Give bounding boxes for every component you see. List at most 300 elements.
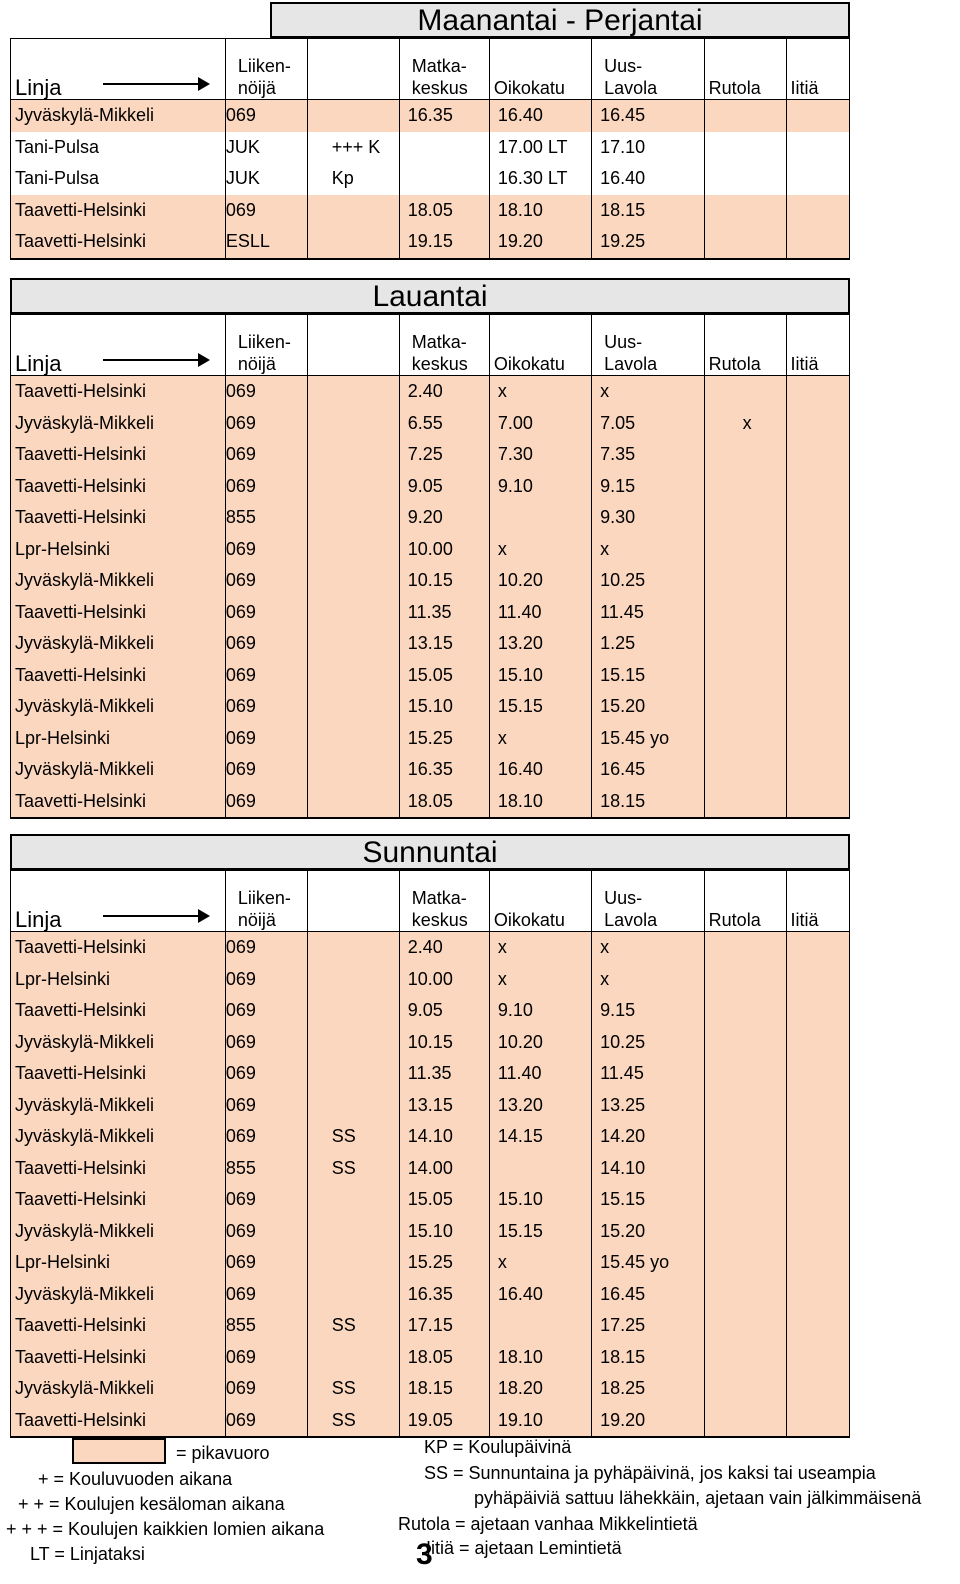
cell-note bbox=[307, 597, 399, 629]
timetable bbox=[10, 870, 850, 1438]
header-label: Iitiä bbox=[790, 78, 819, 98]
section-title: Maanantai - Perjantai bbox=[270, 2, 850, 38]
cell-oiko: 11.40 bbox=[489, 1058, 591, 1090]
cell-op: 069 bbox=[225, 1058, 307, 1090]
table-row bbox=[11, 597, 850, 629]
cell-linja: Taavetti-Helsinki bbox=[11, 1405, 226, 1438]
header-cell bbox=[225, 315, 307, 376]
cell-rutola bbox=[704, 1373, 786, 1405]
arrow-icon bbox=[103, 359, 208, 361]
cell-iitia bbox=[786, 376, 849, 408]
cell-oiko bbox=[489, 1153, 591, 1185]
header-label: Lavola bbox=[604, 910, 658, 930]
cell-linja: Taavetti-Helsinki bbox=[11, 995, 226, 1027]
header-label: Oikokatu bbox=[493, 78, 565, 98]
cell-rutola bbox=[704, 1310, 786, 1342]
cell-matka bbox=[399, 132, 489, 164]
table-row bbox=[11, 1342, 850, 1374]
cell-op: 069 bbox=[225, 1027, 307, 1059]
cell-linja: Jyväskylä-Mikkeli bbox=[11, 754, 226, 786]
cell-oiko: 16.40 bbox=[489, 100, 591, 132]
cell-op: 069 bbox=[225, 1216, 307, 1248]
cell-matka: 18.05 bbox=[399, 786, 489, 819]
table-row bbox=[11, 439, 850, 471]
cell-iitia bbox=[786, 439, 849, 471]
cell-linja: Taavetti-Helsinki bbox=[11, 226, 226, 259]
cell-iitia bbox=[786, 1373, 849, 1405]
cell-op: 069 bbox=[225, 1405, 307, 1438]
cell-rutola bbox=[704, 376, 786, 408]
cell-note bbox=[307, 1279, 399, 1311]
cell-linja: Taavetti-Helsinki bbox=[11, 786, 226, 819]
header-cell bbox=[307, 39, 399, 100]
cell-linja: Taavetti-Helsinki bbox=[11, 439, 226, 471]
cell-op: 069 bbox=[225, 1121, 307, 1153]
table-row bbox=[11, 226, 850, 259]
cell-note bbox=[307, 932, 399, 964]
header-cell bbox=[399, 871, 489, 932]
cell-iitia bbox=[786, 597, 849, 629]
cell-iitia bbox=[786, 565, 849, 597]
header-row bbox=[11, 315, 850, 376]
header-cell bbox=[307, 871, 399, 932]
legend-kp: KP = Koulupäivinä bbox=[424, 1437, 572, 1457]
cell-uus: 15.20 bbox=[592, 691, 705, 723]
cell-oiko: 15.10 bbox=[489, 1184, 591, 1216]
cell-oiko bbox=[489, 1310, 591, 1342]
cell-op: 069 bbox=[225, 1279, 307, 1311]
cell-oiko: 10.20 bbox=[489, 565, 591, 597]
header-label: Linja bbox=[15, 907, 62, 932]
cell-op: JUK bbox=[225, 163, 307, 195]
cell-rutola bbox=[704, 565, 786, 597]
cell-oiko: 19.20 bbox=[489, 226, 591, 259]
cell-op: 069 bbox=[225, 597, 307, 629]
cell-matka: 15.25 bbox=[399, 1247, 489, 1279]
cell-rutola bbox=[704, 1184, 786, 1216]
cell-iitia bbox=[786, 1216, 849, 1248]
cell-uus: 18.15 bbox=[592, 195, 705, 227]
cell-op: 069 bbox=[225, 1247, 307, 1279]
cell-op: 069 bbox=[225, 534, 307, 566]
cell-matka: 11.35 bbox=[399, 597, 489, 629]
header-label: Matka- bbox=[411, 332, 467, 352]
header-row bbox=[11, 871, 850, 932]
cell-note bbox=[307, 471, 399, 503]
cell-rutola bbox=[704, 471, 786, 503]
cell-oiko: 13.20 bbox=[489, 1090, 591, 1122]
legend-plus1: + = Kouluvuoden aikana bbox=[38, 1469, 233, 1489]
cell-uus: x bbox=[592, 534, 705, 566]
cell-op: 069 bbox=[225, 995, 307, 1027]
cell-linja: Jyväskylä-Mikkeli bbox=[11, 100, 226, 132]
cell-iitia bbox=[786, 1153, 849, 1185]
header-label: Uus- bbox=[604, 888, 643, 908]
cell-uus: x bbox=[592, 376, 705, 408]
header-label: Rutola bbox=[708, 354, 761, 374]
cell-linja: Jyväskylä-Mikkeli bbox=[11, 1090, 226, 1122]
header-cell bbox=[704, 871, 786, 932]
cell-matka: 16.35 bbox=[399, 754, 489, 786]
cell-uus: 10.25 bbox=[592, 1027, 705, 1059]
cell-rutola bbox=[704, 439, 786, 471]
cell-rutola bbox=[704, 660, 786, 692]
table-row bbox=[11, 932, 850, 964]
cell-iitia bbox=[786, 1184, 849, 1216]
cell-oiko: 18.10 bbox=[489, 1342, 591, 1374]
header-cell bbox=[786, 39, 849, 100]
header-label: Liiken- bbox=[237, 56, 291, 76]
cell-matka bbox=[399, 163, 489, 195]
cell-matka: 9.20 bbox=[399, 502, 489, 534]
cell-oiko: x bbox=[489, 932, 591, 964]
cell-op: 069 bbox=[225, 100, 307, 132]
cell-op: 069 bbox=[225, 1342, 307, 1374]
cell-linja: Jyväskylä-Mikkeli bbox=[11, 408, 226, 440]
arrow-icon bbox=[103, 915, 208, 917]
cell-uus: 18.15 bbox=[592, 1342, 705, 1374]
cell-linja: Taavetti-Helsinki bbox=[11, 1342, 226, 1374]
cell-oiko: 18.10 bbox=[489, 786, 591, 819]
header-label: Liiken- bbox=[237, 332, 291, 352]
cell-oiko bbox=[489, 502, 591, 534]
timetable bbox=[10, 314, 850, 819]
cell-rutola bbox=[704, 964, 786, 996]
table-row bbox=[11, 691, 850, 723]
table-row bbox=[11, 1279, 850, 1311]
cell-uus: 11.45 bbox=[592, 597, 705, 629]
cell-note bbox=[307, 195, 399, 227]
cell-linja: Taavetti-Helsinki bbox=[11, 1058, 226, 1090]
cell-note bbox=[307, 754, 399, 786]
cell-linja: Lpr-Helsinki bbox=[11, 964, 226, 996]
cell-note bbox=[307, 100, 399, 132]
cell-matka: 15.25 bbox=[399, 723, 489, 755]
cell-iitia bbox=[786, 660, 849, 692]
cell-linja: Tani-Pulsa bbox=[11, 132, 226, 164]
cell-iitia bbox=[786, 964, 849, 996]
cell-note bbox=[307, 1090, 399, 1122]
cell-uus: 1.25 bbox=[592, 628, 705, 660]
cell-rutola bbox=[704, 597, 786, 629]
cell-matka: 19.15 bbox=[399, 226, 489, 259]
table-row bbox=[11, 1058, 850, 1090]
cell-matka: 10.15 bbox=[399, 565, 489, 597]
header-cell bbox=[786, 871, 849, 932]
cell-note: Kp bbox=[307, 163, 399, 195]
cell-matka: 2.40 bbox=[399, 932, 489, 964]
cell-oiko: 13.20 bbox=[489, 628, 591, 660]
header-cell bbox=[704, 39, 786, 100]
cell-rutola bbox=[704, 754, 786, 786]
cell-rutola bbox=[704, 628, 786, 660]
header-cell bbox=[399, 39, 489, 100]
legend-plus2: + + = Koulujen kesäloman aikana bbox=[18, 1494, 285, 1514]
cell-linja: Taavetti-Helsinki bbox=[11, 660, 226, 692]
cell-note bbox=[307, 1216, 399, 1248]
cell-oiko: 16.30 LT bbox=[489, 163, 591, 195]
table-row bbox=[11, 565, 850, 597]
header-label: Liiken- bbox=[237, 888, 291, 908]
cell-linja: Taavetti-Helsinki bbox=[11, 1153, 226, 1185]
arrow-icon bbox=[103, 83, 208, 85]
cell-note bbox=[307, 376, 399, 408]
cell-uus: 16.45 bbox=[592, 1279, 705, 1311]
cell-rutola bbox=[704, 723, 786, 755]
cell-oiko: 18.10 bbox=[489, 195, 591, 227]
cell-iitia bbox=[786, 1310, 849, 1342]
header-label: Iitiä bbox=[790, 910, 819, 930]
section-3 bbox=[10, 834, 850, 1438]
cell-uus: 14.20 bbox=[592, 1121, 705, 1153]
cell-matka: 10.15 bbox=[399, 1027, 489, 1059]
cell-note bbox=[307, 226, 399, 259]
section-1 bbox=[10, 2, 850, 260]
header-label: Rutola bbox=[708, 78, 761, 98]
header-label: Lavola bbox=[604, 78, 658, 98]
cell-matka: 15.05 bbox=[399, 1184, 489, 1216]
pikavuoro-swatch bbox=[72, 1438, 166, 1464]
cell-iitia bbox=[786, 132, 849, 164]
table-row bbox=[11, 723, 850, 755]
legend-iitia: Iitiä = ajetaan Lemintietä bbox=[426, 1538, 622, 1558]
cell-uus: 9.30 bbox=[592, 502, 705, 534]
cell-matka: 16.35 bbox=[399, 1279, 489, 1311]
cell-note bbox=[307, 1342, 399, 1374]
cell-op: 069 bbox=[225, 660, 307, 692]
cell-op: 069 bbox=[225, 628, 307, 660]
cell-matka: 15.05 bbox=[399, 660, 489, 692]
cell-note: SS bbox=[307, 1373, 399, 1405]
cell-uus: 13.25 bbox=[592, 1090, 705, 1122]
header-label: keskus bbox=[411, 354, 468, 374]
cell-uus: 15.15 bbox=[592, 1184, 705, 1216]
table-row bbox=[11, 786, 850, 819]
cell-oiko: 15.10 bbox=[489, 660, 591, 692]
timetable bbox=[10, 38, 850, 260]
cell-oiko: 14.15 bbox=[489, 1121, 591, 1153]
cell-iitia bbox=[786, 100, 849, 132]
cell-note bbox=[307, 786, 399, 819]
cell-note bbox=[307, 964, 399, 996]
cell-linja: Taavetti-Helsinki bbox=[11, 502, 226, 534]
cell-note bbox=[307, 502, 399, 534]
table-row bbox=[11, 660, 850, 692]
cell-linja: Jyväskylä-Mikkeli bbox=[11, 1027, 226, 1059]
header-label: nöijä bbox=[237, 354, 276, 374]
cell-iitia bbox=[786, 471, 849, 503]
cell-linja: Jyväskylä-Mikkeli bbox=[11, 565, 226, 597]
cell-note bbox=[307, 1027, 399, 1059]
header-cell bbox=[399, 315, 489, 376]
table-row bbox=[11, 1247, 850, 1279]
section-2 bbox=[10, 278, 850, 819]
cell-iitia bbox=[786, 1279, 849, 1311]
header-cell bbox=[11, 39, 226, 100]
cell-oiko: 9.10 bbox=[489, 471, 591, 503]
table-row bbox=[11, 1153, 850, 1185]
header-label: Matka- bbox=[411, 888, 467, 908]
cell-matka: 18.05 bbox=[399, 195, 489, 227]
cell-op: 069 bbox=[225, 195, 307, 227]
section-title: Lauantai bbox=[10, 278, 850, 314]
cell-rutola bbox=[704, 1121, 786, 1153]
section-title: Sunnuntai bbox=[10, 834, 850, 870]
cell-uus: 18.15 bbox=[592, 786, 705, 819]
header-label: Linja bbox=[15, 75, 62, 100]
cell-linja: Taavetti-Helsinki bbox=[11, 1184, 226, 1216]
header-cell bbox=[307, 315, 399, 376]
cell-linja: Jyväskylä-Mikkeli bbox=[11, 1121, 226, 1153]
cell-uus: 9.15 bbox=[592, 471, 705, 503]
cell-matka: 11.35 bbox=[399, 1058, 489, 1090]
cell-uus: 16.45 bbox=[592, 100, 705, 132]
cell-matka: 7.25 bbox=[399, 439, 489, 471]
table-row bbox=[11, 1373, 850, 1405]
cell-linja: Lpr-Helsinki bbox=[11, 1247, 226, 1279]
cell-uus: 17.25 bbox=[592, 1310, 705, 1342]
cell-oiko: x bbox=[489, 1247, 591, 1279]
cell-note: SS bbox=[307, 1121, 399, 1153]
cell-rutola bbox=[704, 932, 786, 964]
table-row bbox=[11, 132, 850, 164]
cell-matka: 14.00 bbox=[399, 1153, 489, 1185]
cell-op: 069 bbox=[225, 932, 307, 964]
cell-linja: Jyväskylä-Mikkeli bbox=[11, 1279, 226, 1311]
cell-rutola bbox=[704, 1342, 786, 1374]
cell-op: 069 bbox=[225, 565, 307, 597]
cell-oiko: 11.40 bbox=[489, 597, 591, 629]
cell-oiko: x bbox=[489, 723, 591, 755]
header-label: keskus bbox=[411, 910, 468, 930]
table-row bbox=[11, 471, 850, 503]
cell-matka: 10.00 bbox=[399, 964, 489, 996]
cell-rutola bbox=[704, 534, 786, 566]
header-cell bbox=[704, 315, 786, 376]
cell-iitia bbox=[786, 932, 849, 964]
cell-matka: 6.55 bbox=[399, 408, 489, 440]
header-label: Uus- bbox=[604, 56, 643, 76]
cell-note bbox=[307, 691, 399, 723]
table-row bbox=[11, 502, 850, 534]
cell-oiko: x bbox=[489, 376, 591, 408]
header-cell bbox=[11, 871, 226, 932]
cell-linja: Jyväskylä-Mikkeli bbox=[11, 691, 226, 723]
cell-matka: 15.10 bbox=[399, 1216, 489, 1248]
cell-op: 855 bbox=[225, 502, 307, 534]
cell-rutola bbox=[704, 100, 786, 132]
cell-uus: 9.15 bbox=[592, 995, 705, 1027]
cell-linja: Lpr-Helsinki bbox=[11, 723, 226, 755]
cell-uus: 7.05 bbox=[592, 408, 705, 440]
header-label: Linja bbox=[15, 351, 62, 376]
header-cell bbox=[592, 871, 705, 932]
cell-oiko: 10.20 bbox=[489, 1027, 591, 1059]
header-label: Rutola bbox=[708, 910, 761, 930]
table-row bbox=[11, 1090, 850, 1122]
cell-iitia bbox=[786, 1247, 849, 1279]
cell-linja: Lpr-Helsinki bbox=[11, 534, 226, 566]
cell-oiko: 19.10 bbox=[489, 1405, 591, 1438]
cell-linja: Taavetti-Helsinki bbox=[11, 597, 226, 629]
cell-iitia bbox=[786, 1058, 849, 1090]
cell-matka: 10.00 bbox=[399, 534, 489, 566]
cell-note bbox=[307, 1247, 399, 1279]
cell-rutola bbox=[704, 691, 786, 723]
cell-note: SS bbox=[307, 1310, 399, 1342]
cell-iitia bbox=[786, 691, 849, 723]
cell-oiko: 7.00 bbox=[489, 408, 591, 440]
cell-iitia bbox=[786, 163, 849, 195]
table-row bbox=[11, 534, 850, 566]
cell-uus: 10.25 bbox=[592, 565, 705, 597]
cell-iitia bbox=[786, 995, 849, 1027]
legend-ss1: SS = Sunnuntaina ja pyhäpäivinä, jos kaksi tai useampia bbox=[424, 1463, 876, 1483]
table-row bbox=[11, 1405, 850, 1438]
header-cell bbox=[786, 315, 849, 376]
header-label: Oikokatu bbox=[493, 910, 565, 930]
cell-op: 855 bbox=[225, 1153, 307, 1185]
cell-note bbox=[307, 534, 399, 566]
cell-op: 855 bbox=[225, 1310, 307, 1342]
cell-linja: Taavetti-Helsinki bbox=[11, 195, 226, 227]
cell-note bbox=[307, 995, 399, 1027]
cell-linja: Taavetti-Helsinki bbox=[11, 1310, 226, 1342]
cell-oiko: 17.00 LT bbox=[489, 132, 591, 164]
cell-oiko: 15.15 bbox=[489, 691, 591, 723]
cell-iitia bbox=[786, 226, 849, 259]
cell-rutola bbox=[704, 1216, 786, 1248]
cell-op: 069 bbox=[225, 964, 307, 996]
table-row bbox=[11, 1184, 850, 1216]
cell-uus: 19.25 bbox=[592, 226, 705, 259]
cell-note bbox=[307, 408, 399, 440]
cell-note bbox=[307, 660, 399, 692]
cell-oiko: 16.40 bbox=[489, 1279, 591, 1311]
cell-uus: 17.10 bbox=[592, 132, 705, 164]
cell-rutola bbox=[704, 502, 786, 534]
cell-linja: Jyväskylä-Mikkeli bbox=[11, 628, 226, 660]
cell-uus: 14.10 bbox=[592, 1153, 705, 1185]
cell-rutola: x bbox=[704, 408, 786, 440]
cell-rutola bbox=[704, 1279, 786, 1311]
header-label: Lavola bbox=[604, 354, 658, 374]
header-cell bbox=[225, 39, 307, 100]
cell-op: ESLL bbox=[225, 226, 307, 259]
header-cell bbox=[489, 871, 591, 932]
cell-iitia bbox=[786, 1342, 849, 1374]
header-cell bbox=[225, 871, 307, 932]
cell-matka: 13.15 bbox=[399, 1090, 489, 1122]
cell-op: 069 bbox=[225, 439, 307, 471]
table-row bbox=[11, 964, 850, 996]
cell-iitia bbox=[786, 534, 849, 566]
cell-rutola bbox=[704, 163, 786, 195]
cell-note bbox=[307, 565, 399, 597]
cell-note bbox=[307, 439, 399, 471]
cell-iitia bbox=[786, 195, 849, 227]
header-row bbox=[11, 39, 850, 100]
cell-linja: Jyväskylä-Mikkeli bbox=[11, 1216, 226, 1248]
cell-iitia bbox=[786, 723, 849, 755]
table-row bbox=[11, 1310, 850, 1342]
cell-iitia bbox=[786, 1121, 849, 1153]
cell-uus: 16.40 bbox=[592, 163, 705, 195]
table-row bbox=[11, 163, 850, 195]
cell-uus: 15.45 yo bbox=[592, 1247, 705, 1279]
cell-op: 069 bbox=[225, 376, 307, 408]
cell-rutola bbox=[704, 1027, 786, 1059]
